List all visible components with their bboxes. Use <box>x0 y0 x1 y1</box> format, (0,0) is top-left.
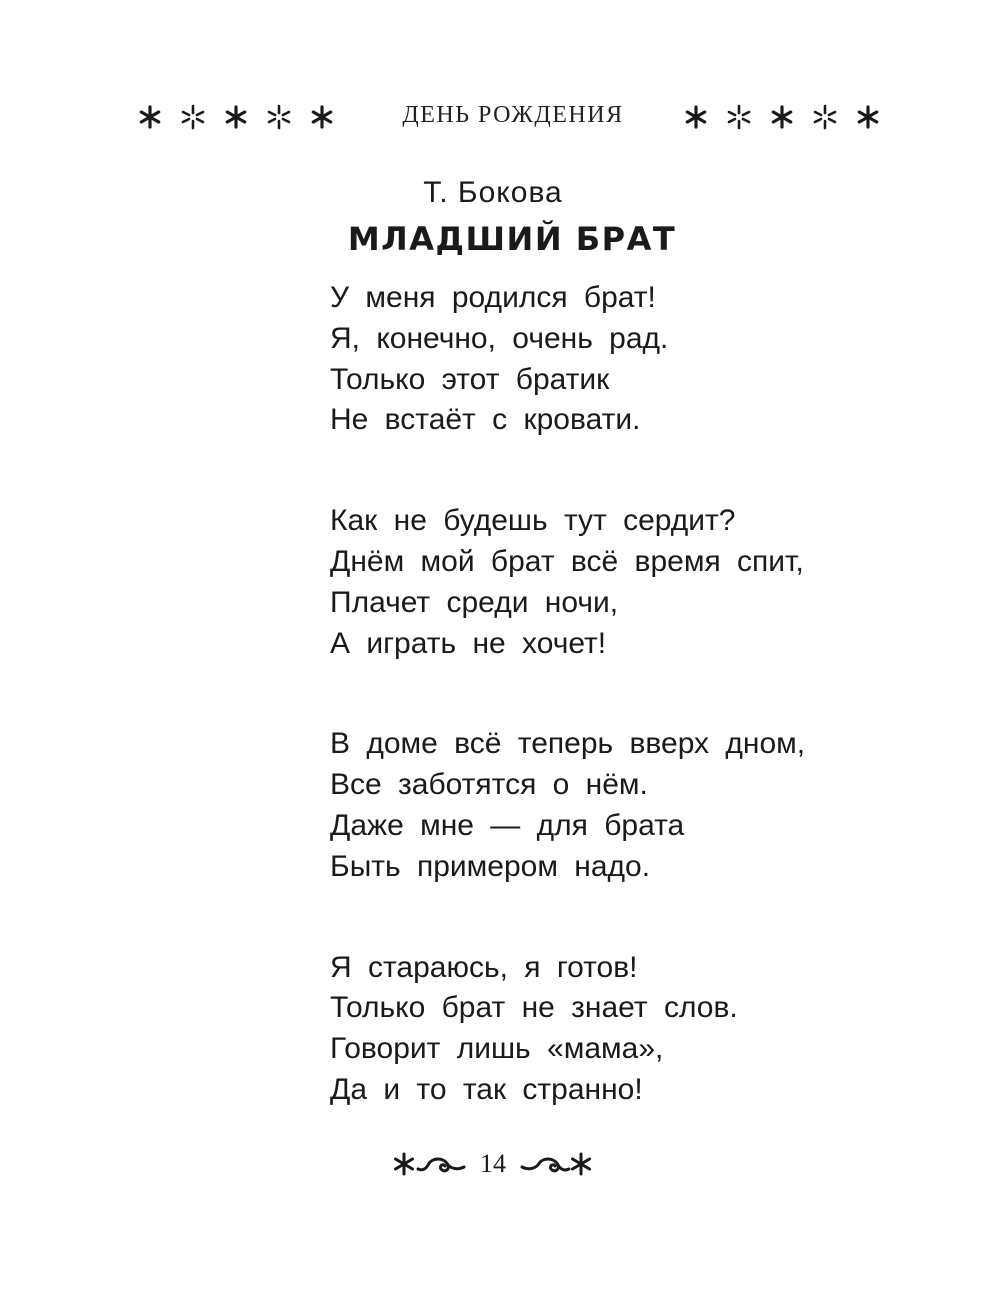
sparkle-icon <box>812 104 838 130</box>
poem-line: Все заботятся о нём. <box>330 768 648 802</box>
asterisk-icon <box>684 105 708 129</box>
stanza <box>330 724 805 887</box>
stanza <box>330 278 805 441</box>
poem-line: Днём мой брат всё время спит, <box>330 544 804 578</box>
poem-line: Быть примером надо. <box>330 849 651 883</box>
page-number: 14 <box>480 1149 506 1178</box>
poem-line: Не встаёт с кровати. <box>330 403 641 437</box>
asterisk-icon <box>310 105 334 129</box>
stanza <box>330 501 805 664</box>
star-swirl-left-icon <box>392 1149 468 1179</box>
poem-title: МЛАДШИЙ БРАТ <box>347 220 677 258</box>
asterisk-icon <box>770 105 794 129</box>
sparkle-icon <box>180 104 206 130</box>
sparkle-icon <box>266 104 292 130</box>
poem-line: У меня родился брат! <box>330 281 656 314</box>
poem-line: Даже мне — для брата <box>330 808 685 842</box>
asterisk-icon <box>224 105 248 129</box>
poem-body <box>330 278 805 1111</box>
poem-line: Да и то так странно! <box>330 1072 643 1106</box>
poem-line: Как не будешь тут сердит? <box>330 504 736 538</box>
running-head: ДЕНЬ РОЖДЕНИЯ <box>402 102 624 128</box>
poem-line: В доме всё теперь вверх дном, <box>330 727 806 761</box>
sparkle-icon <box>726 104 752 130</box>
poem-author: Т. Бокова <box>423 176 563 209</box>
poem-line: Говорит лишь «мама», <box>330 1032 664 1066</box>
poem-line: А играть не хочет! <box>330 626 607 660</box>
header-ornaments-right <box>684 92 880 142</box>
page-footer <box>0 1144 986 1184</box>
asterisk-icon <box>856 105 880 129</box>
poem-line: Только этот братик <box>330 362 610 396</box>
poem-line: Только брат не знает слов. <box>330 991 738 1025</box>
stanza <box>330 948 805 1111</box>
poem-line: Я, конечно, очень рад. <box>330 321 669 355</box>
page-header <box>0 92 986 142</box>
swirl-star-right-icon <box>518 1149 594 1179</box>
poem-line: Плачет среди ночи, <box>330 585 619 619</box>
asterisk-icon <box>138 105 162 129</box>
poem-line: Я стараюсь, я готов! <box>330 950 638 984</box>
header-ornaments-left <box>138 92 334 142</box>
